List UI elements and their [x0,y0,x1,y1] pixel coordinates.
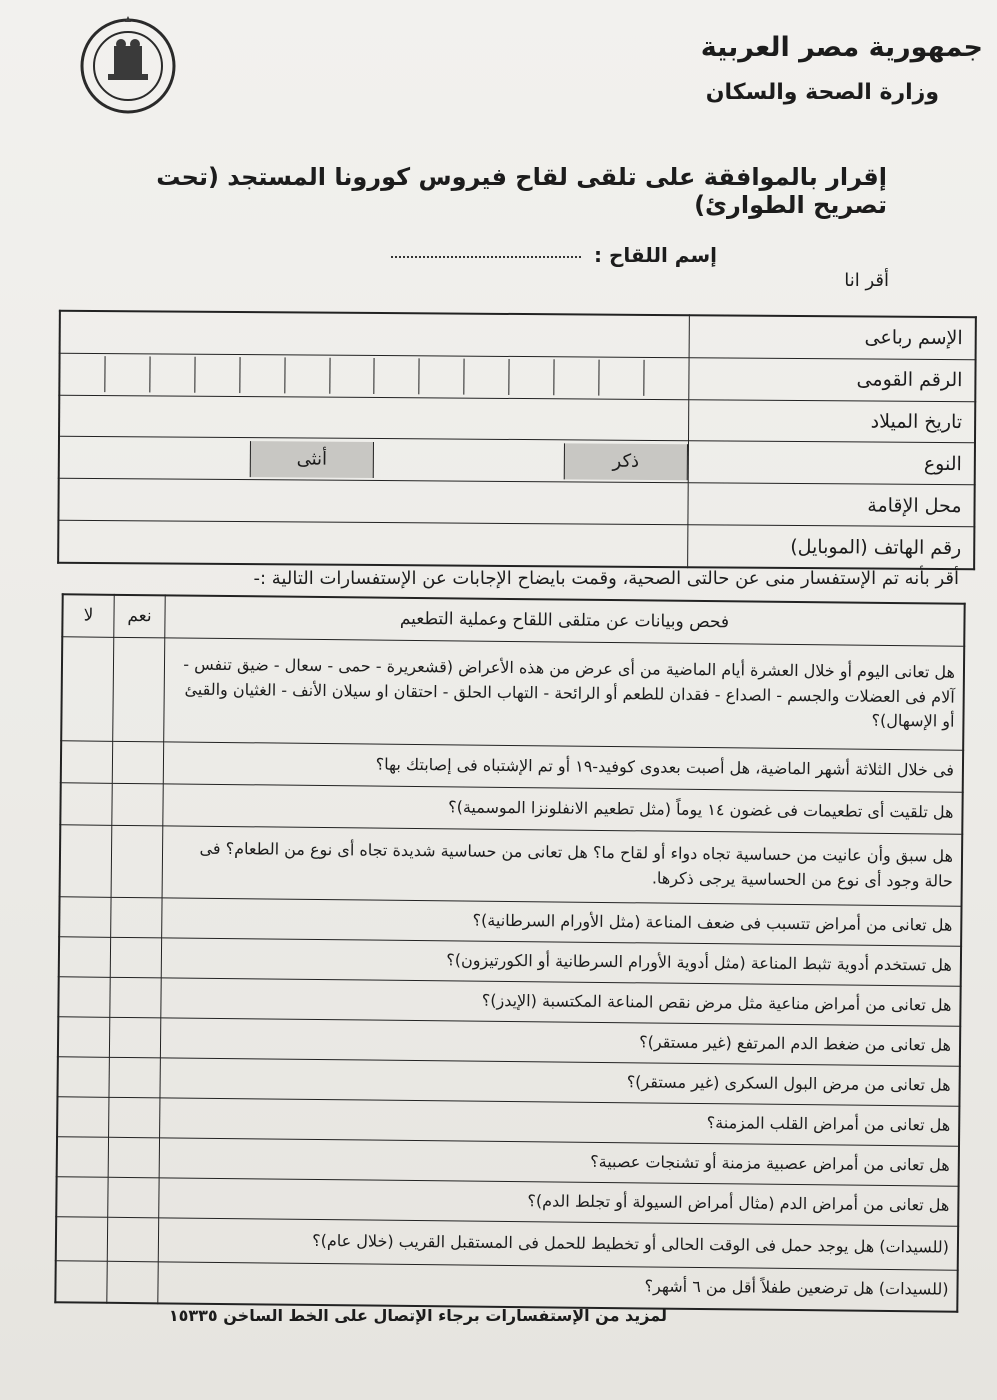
national-id-digit-boxes[interactable] [60,356,688,396]
answer-no-checkbox[interactable] [61,636,114,741]
question-text: هل تعانى من ضغط الدم المرتفع (غير مستقر)؟ [160,1017,960,1065]
answer-no-checkbox[interactable] [55,1260,107,1303]
answer-yes-checkbox[interactable] [113,637,165,742]
question-text: (للسيدات) هل يوجد حمل فى الوقت الحالى أو تخطيط للحمل فى المستقبل القريب (خلال عام)؟ [158,1217,958,1269]
full-name-label: الإسم رباعى [689,315,976,359]
question-text: هل سبق وأن عانيت من حساسية تجاه دواء أو لقاح ما؟ هل تعانى من حساسية شديدة تجاه أى نوع من الطعام؟ فى حالة وجود أى نوع من الحساسية يرجى ذكرها. [162,825,962,905]
personal-info-table [57,310,977,570]
residence-field[interactable] [58,479,688,525]
answer-no-checkbox[interactable] [57,1056,109,1097]
question-text: هل تعانى من مرض البول السكرى (غير مستقر)؟ [160,1057,960,1105]
national-id-label: الرقم القومى [689,358,976,402]
answer-no-checkbox[interactable] [60,824,112,897]
gender-field[interactable] [59,437,689,483]
gender-label: النوع [688,441,975,485]
answer-yes-checkbox[interactable] [109,1097,160,1138]
answer-yes-checkbox[interactable] [110,977,161,1018]
question-text: هل تلقيت أى تطعيمات فى غضون ١٤ يوماً (مثل تطعيم الانفلونزا الموسمية)؟ [163,783,963,833]
question-text: هل تعانى من أمراض الدم (مثال أمراض السيولة أو تجلط الدم)؟ [159,1177,959,1225]
answer-no-checkbox[interactable] [58,1016,110,1057]
answer-yes-checkbox[interactable] [111,897,162,938]
answer-no-checkbox[interactable] [61,740,113,783]
country-name: جمهورية مصر العربية [700,32,983,63]
vaccine-name-field[interactable] [391,243,717,267]
declaration-start: أقر انا [844,270,889,291]
national-id-field[interactable] [59,353,689,399]
form-title: إقرار بالموافقة على تلقى لقاح فيروس كورونا المستجد (تحت تصريح الطوارئ) [156,163,887,219]
question-text: (للسيدات) هل ترضعين طفلاً أقل من ٦ أشهر؟ [158,1261,958,1311]
question-text: هل تعانى من أمراض عصبية مزمنة أو تشنجات عصبية؟ [159,1137,959,1185]
phone-label: رقم الهاتف (الموبايل) [688,525,975,569]
answer-no-checkbox[interactable] [60,782,112,825]
answer-no-checkbox[interactable] [58,976,110,1017]
vaccine-name-label: إسم اللقاح : [594,243,717,267]
answer-yes-checkbox[interactable] [108,1177,159,1218]
answer-yes-checkbox[interactable] [111,825,163,898]
answer-no-checkbox[interactable] [57,1136,109,1177]
answer-no-checkbox[interactable] [56,1176,108,1217]
gender-male[interactable]: ذكر [564,443,688,480]
ministry-name: وزارة الصحة والسكان [705,80,939,105]
question-row [55,1260,957,1311]
question-text: هل تعانى من أمراض مناعية مثل مرض نقص المناعة المكتسبة (الإيدز)؟ [161,977,961,1025]
phone-field[interactable] [58,520,688,567]
answer-yes-checkbox[interactable] [112,741,163,784]
vaccine-name-blank[interactable] [391,256,581,258]
question-text: هل تعانى من أمراض تتسبب فى ضعف المناعة (مثل الأورام السرطانية)؟ [162,897,962,945]
answer-no-checkbox[interactable] [59,936,111,977]
no-column-header: لا [62,594,114,637]
answer-yes-checkbox[interactable] [110,937,161,978]
question-text: هل تستخدم أدوية تثبط المناعة (مثل أدوية الأورام السرطانية أو الكورتيزون)؟ [161,937,961,985]
answer-yes-checkbox[interactable] [109,1017,160,1058]
question-row [61,636,964,749]
section-title: فحص وبيانات عن متلقى اللقاح وعملية التطعيم [165,595,965,645]
answer-yes-checkbox[interactable] [107,1261,158,1304]
health-questionnaire-table [54,593,965,1312]
answer-no-checkbox[interactable] [57,1096,109,1137]
question-text: هل تعانى اليوم أو خلال العشرة أيام الماضية من أى عرض من هذه الأعراض (قشعريرة - حمى - سعال - ضيق تنفس - آلام فى العضلات والجسم - الصداع - فقدان للطعم أو الرائحة - التهاب الحلق - احتقان او سيلان الأنف - الغثيان والقيئ أو الإسهال)؟ [164,637,965,749]
question-row [60,824,963,905]
answer-no-checkbox[interactable] [56,1216,108,1261]
birth-date-field[interactable] [59,395,689,441]
residence-label: محل الإقامة [688,483,975,527]
question-text: هل تعانى من أمراض القلب المزمنة؟ [160,1097,960,1145]
question-text: فى خلال الثلاثة أشهر الماضية، هل أصبت بعدوى كوفيد-١٩ أو تم الإشتباه فى إصابتك بها؟ [163,741,963,791]
gender-female[interactable]: أنثى [250,441,374,478]
answer-yes-checkbox[interactable] [108,1137,159,1178]
yes-column-header: نعم [114,595,165,638]
ministry-logo [78,16,178,116]
answer-yes-checkbox[interactable] [107,1217,158,1262]
answer-yes-checkbox[interactable] [109,1057,160,1098]
intro-statement: أقر بأنه تم الإستفسار منى عن حالتى الصحية، وقمت بايضاح الإجابات عن الإستفسارات التالية :- [253,568,959,589]
birth-date-label: تاريخ الميلاد [688,399,975,443]
answer-no-checkbox[interactable] [59,896,111,937]
full-name-field[interactable] [60,311,690,358]
hotline-footer: لمزيد من الإستفسارات برجاء الإتصال على الخط الساخن ١٥٣٣٥ [168,1306,667,1325]
answer-yes-checkbox[interactable] [112,783,163,826]
